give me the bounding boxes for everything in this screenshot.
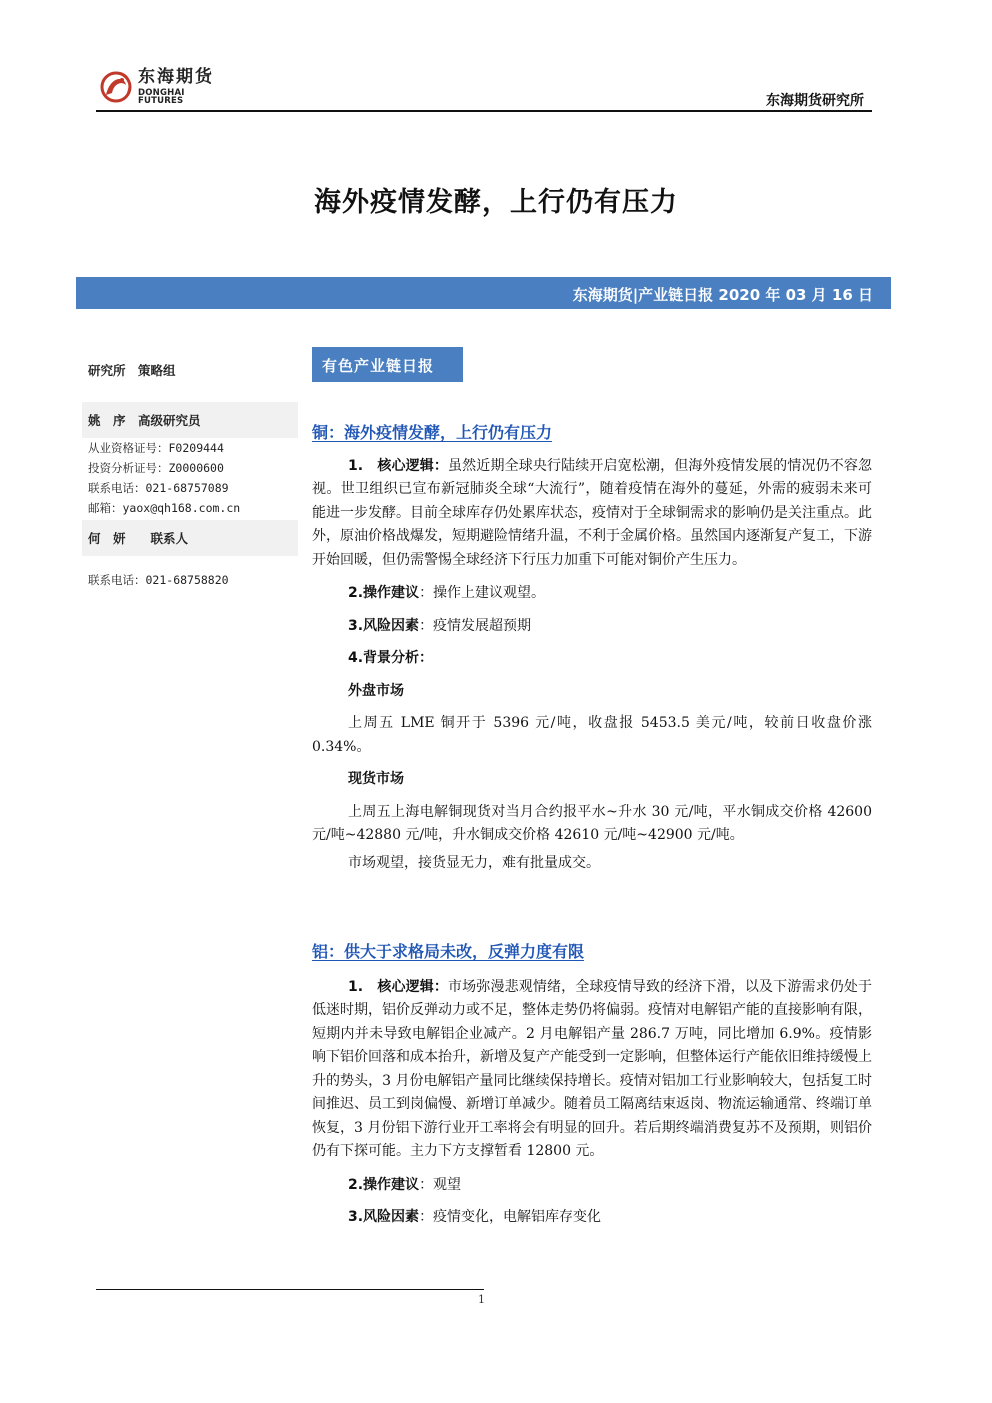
footer-divider — [96, 1289, 484, 1290]
logo-en-text: DONGHAI FUTURES — [138, 87, 185, 106]
aluminum-heading: 铝：供大于求格局未改，反弹力度有限 — [312, 942, 585, 961]
company-logo — [98, 66, 228, 108]
analyst-invest-cert: 投资分析证号：Z0000600 — [88, 461, 224, 475]
copper-op-text: ：操作上建议观望。 — [419, 585, 546, 601]
aluminum-risk-line — [312, 1206, 872, 1230]
copper-section — [312, 421, 872, 875]
page-title: 海外疫情发酵，上行仍有压力 — [314, 187, 678, 218]
aluminum-op-label: 2.操作建议 — [348, 1176, 420, 1193]
aluminum-logic-label: 1. 核心逻辑： — [348, 978, 449, 995]
dept-heading: 研究所 策略组 — [88, 363, 176, 378]
outer-market-label: 外盘市场 — [348, 682, 404, 699]
dragon-logo-icon — [98, 67, 134, 107]
copper-risk-text: ：疫情发展超预期 — [419, 617, 532, 634]
copper-op-label: 2.操作建议 — [348, 585, 420, 601]
header-divider — [96, 110, 872, 112]
outer-market-text: 上周五 LME 铜开于 5396 元/吨，收盘报 5453.5 美元/吨，较前日收盘价涨 0.34%。 — [312, 715, 872, 755]
copper-risk-line — [312, 615, 872, 639]
aluminum-risk-label: 3.风险因素 — [348, 1209, 420, 1225]
banner-text: 东海期货|产业链日报 2020 年 03 月 16 日 — [572, 286, 873, 304]
analyst-sidebar — [82, 352, 298, 590]
page-number: 1 — [478, 1293, 485, 1306]
analyst-phone: 联系电话：021-68757089 — [88, 481, 229, 495]
aluminum-risk-text: ：疫情变化，电解铝库存变化 — [419, 1209, 602, 1225]
aluminum-op-line — [312, 1174, 872, 1198]
analyst-cert: 从业资格证号：F0209444 — [88, 441, 224, 455]
logo-cn-text: 东海期货 — [138, 66, 214, 87]
analyst-email: 邮箱：yaox@qh168.com.cn — [88, 501, 241, 515]
copper-heading: 铜：海外疫情发酵，上行仍有压力 — [312, 423, 553, 442]
aluminum-section — [312, 940, 872, 1230]
copper-logic-paragraph — [312, 455, 872, 573]
section-tab: 有色产业链日报 — [312, 347, 463, 382]
copper-logic-label: 1. 核心逻辑： — [348, 457, 449, 474]
contact-phone: 联系电话：021-68758820 — [88, 573, 229, 587]
aluminum-logic-text: 市场弥漫悲观情绪，全球疫情导致的经济下滑，以及下游需求仍处于低迷时期，铝价反弹动力或不足，整体走势仍将偏弱。疫情对电解铝产能的直接影响有限，短期内并未导致电解铝企业减产。2 月电解铝产量 286.7 万吨，同比增加 6.9%。疫情影响下铝价回落和成本抬升，新增及复产产能受到一定影响，但整体运行产能依旧维持缓慢上升的势头，3 月份电解铝产量同比继续保持增长。疫情对铝加工行业影响较大，包括复工时间推迟、员工到岗偏慢、新增订单减少。随着员工隔离结束返岗、物流运输通常、终端订单恢复，3 月份铝下游行业开工率将会有明显的回升。若后期终端消费复苏不及预期，则铝价仍有下探可能。主力下方支撑暂看 12800 元。 — [312, 978, 873, 1159]
copper-risk-label: 3.风险因素 — [348, 617, 420, 634]
institute-name: 东海期货研究所 — [766, 93, 864, 109]
analyst-heading: 姚 序 高级研究员 — [82, 402, 298, 438]
spot-market-label: 现货市场 — [348, 771, 404, 787]
report-banner — [76, 277, 891, 309]
copper-logic-text: 虽然近期全球央行陆续开启宽松潮，但海外疫情发展的情况仍不容忽视。世卫组织已宣布新冠肺炎全球“大流行”，随着疫情在海外的蔓延，外需的疲弱未来可能进一步发酵。目前全球库存仍处累库状态，疫情对于全球铜需求的影响仍是关注重点。此外，原油价格战爆发，短期避险情绪升温，不利于金属价格。虽然国内逐渐复产复工，下游开始回暖，但仍需警惕全球经济下行压力加重下可能对铜价产生压力。 — [312, 457, 873, 568]
aluminum-logic-paragraph — [312, 976, 872, 1164]
aluminum-op-text: ：观望 — [419, 1176, 462, 1193]
spot-market-text-2: 市场观望，接货显无力，难有批量成交。 — [348, 854, 600, 871]
copper-op-line — [312, 582, 872, 606]
spot-market-text: 上周五上海电解铜现货对当月合约报平水~升水 30 元/吨，平水铜成交价格 42600 元/吨~42880 元/吨，升水铜成交价格 42610 元/吨~42900 元/吨。 — [312, 803, 872, 843]
contact-heading: 何 妍 联系人 — [82, 520, 298, 556]
copper-bg-label: 4.背景分析： — [348, 650, 434, 666]
